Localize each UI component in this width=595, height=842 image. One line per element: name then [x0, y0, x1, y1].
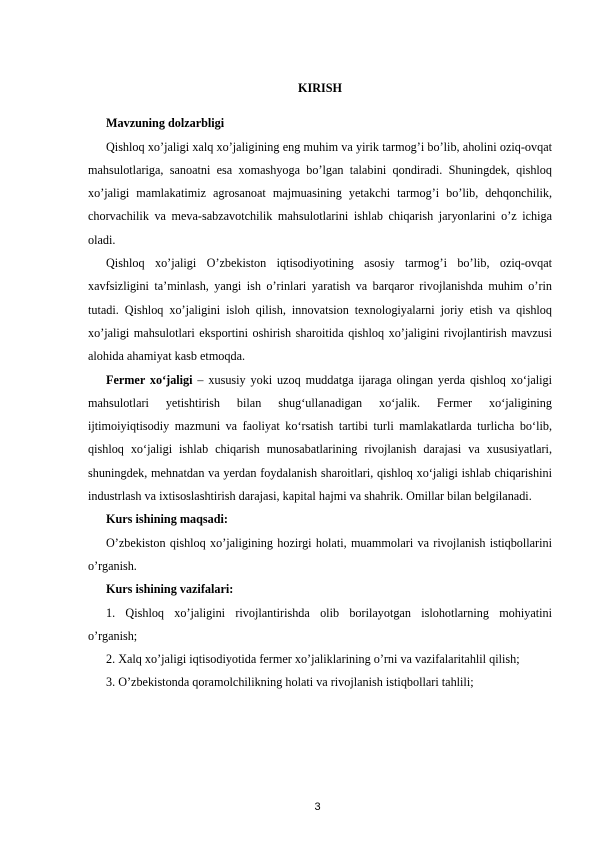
paragraph-1: Qishloq xo’jaligi xalq xo’jaligining eng muhim va yirik tarmog’i bo’lib, aholini oziq-ovqat mahsulotlariga, sanoatni esa xomashyoga bo’lgan talabini qondiradi. Shuningdek, qishloq xo’jaligi mamlakatimiz agrosanoat majmuasining yetakchi tarmog’i bo’lib, dehqonchilik, chorvachilik va meva-sabzavotchilik mahsulotlarini ishlab chiqarish jaryonlarini o’z ichiga oladi. — [88, 139, 552, 247]
paragraph-2: Qishloq xo’jaligi O’zbekiston iqtisodiyotining asosiy tarmog’i bo’lib, oziq-ovqat xavfsizligini ta’minlash, yangi ish o’rinlari yaratish va barqaror rivojlanishda muhim o’rin tutadi. Qishloq xo’jaligini isloh qilish, innovatsion texnologiyalarni joriy etish va qishloq xo’jaligi mahsulotlari eksportini oshirish sharoitida qishloq xo’jaligini rivojlantirish mavzusi alohida ahamiyat kasb etmoqda. — [88, 256, 552, 364]
paragraph-3-text: – xususiy yoki uzoq muddatga ijaraga olingan yerda qishloq xo‘jaligi mahsulotlari yetishtirish bilan shug‘ullanadigan xo‘jalik. Fermer xo‘jaligining ijtimoiyiqtisodiy mazmuni va faoliyat ko‘rsatish tartibi turli mamlakatlarda turlicha bo‘lib, qishloq xo‘jaligi ishlab chiqarish munosabatlarining rivojlanish darajasi va xususiyatlari, shuningdek, mehnatdan va yerdan foydalanish sharoitlari, qishloq xo‘jaligi ishlab chiqarishini industrlash va ixtisoslashtirish darajasi, kapital hajmi va shahrik. Omillar bilan belgilanadi. — [88, 372, 552, 504]
relevance-heading: Mavzuning dolzarbligi — [106, 116, 225, 131]
paragraph-4: O’zbekiston qishloq xo’jaligining hozirgi holati, muammolari va rivojlanish istiqbollarini o’rganish. — [88, 535, 552, 573]
page-content — [88, 77, 552, 695]
term-fermer: Fermer xo‘jaligi — [106, 372, 193, 387]
goal-heading: Kurs ishining maqsadi: — [106, 512, 228, 527]
task-item: 1. Qishloq xo’jaligini rivojlantirishda olib borilayotgan islohotlarning mohiyatini o’rganish; — [88, 605, 552, 643]
tasks-heading: Kurs ishining vazifalari: — [106, 582, 234, 597]
page-title: KIRISH — [297, 81, 343, 95]
page-number: 3 — [314, 801, 321, 813]
paragraph-3 — [88, 369, 552, 509]
task-item: 3. O’zbekistonda qoramolchilikning holati va rivojlanish istiqbollari tahlili; — [106, 675, 474, 690]
task-item: 2. Xalq xo’jaligi iqtisodiyotida fermer xo’jaliklarining o’rni va vazifalaritahlil qilish; — [106, 652, 520, 667]
